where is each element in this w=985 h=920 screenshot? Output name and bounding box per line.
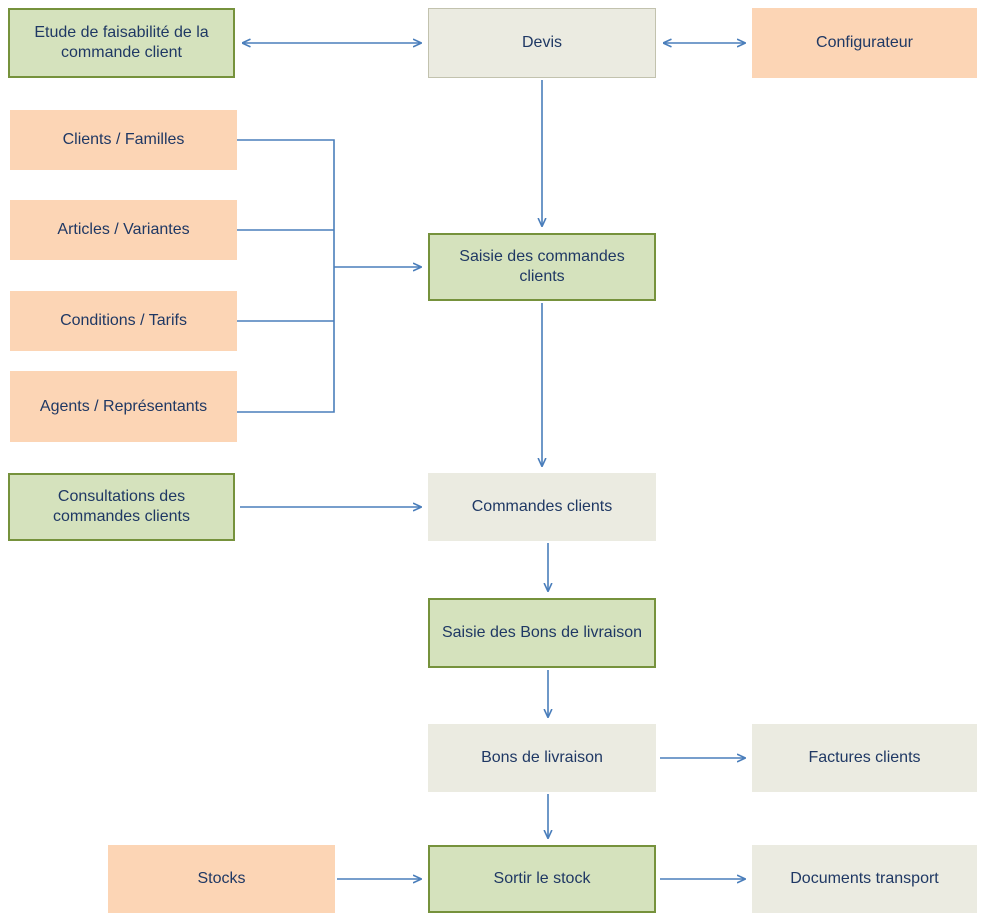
node-devis[interactable] — [428, 8, 656, 78]
node-configurateur[interactable] — [752, 8, 977, 78]
node-label: Saisie des Bons de livraison — [441, 624, 643, 641]
node-agents-representants[interactable] — [10, 371, 237, 442]
edge-clients-bus — [237, 140, 334, 267]
node-stocks[interactable] — [108, 845, 335, 913]
node-label: Factures clients — [808, 749, 921, 766]
node-clients-familles[interactable] — [10, 110, 237, 170]
node-label: Conditions / Tarifs — [60, 312, 187, 329]
node-sortir-le-stock[interactable] — [428, 845, 656, 913]
node-documents-transport[interactable] — [752, 845, 977, 913]
node-label: Articles / Variantes — [57, 221, 190, 238]
node-label: Commandes clients — [471, 498, 613, 515]
node-etude-faisabilite[interactable] — [8, 8, 235, 78]
node-commandes-clients[interactable] — [428, 473, 656, 541]
node-label: Agents / Représentants — [39, 397, 208, 415]
node-bons-livraison[interactable] — [428, 724, 656, 792]
node-saisie-commandes-clients[interactable] — [428, 233, 656, 301]
node-label: Consultations des commandes clients — [53, 488, 190, 525]
edge-agents-bus — [237, 267, 334, 412]
node-saisie-bons-livraison[interactable] — [428, 598, 656, 668]
node-label: Sortir le stock — [493, 870, 591, 887]
node-articles-variantes[interactable] — [10, 200, 237, 260]
node-factures-clients[interactable] — [752, 724, 977, 792]
node-conditions-tarifs[interactable] — [10, 291, 237, 351]
node-label: Devis — [521, 34, 562, 51]
node-label: Stocks — [197, 870, 246, 887]
node-label: Documents transport — [790, 870, 939, 887]
node-label: Clients / Familles — [62, 131, 185, 148]
node-label: Etude de faisabilité de la commande client — [34, 24, 209, 61]
node-consultations-commandes[interactable] — [8, 473, 235, 541]
node-label: Saisie des commandes clients — [459, 248, 625, 285]
node-label: Configurateur — [816, 34, 913, 51]
node-label: Bons de livraison — [481, 749, 603, 766]
